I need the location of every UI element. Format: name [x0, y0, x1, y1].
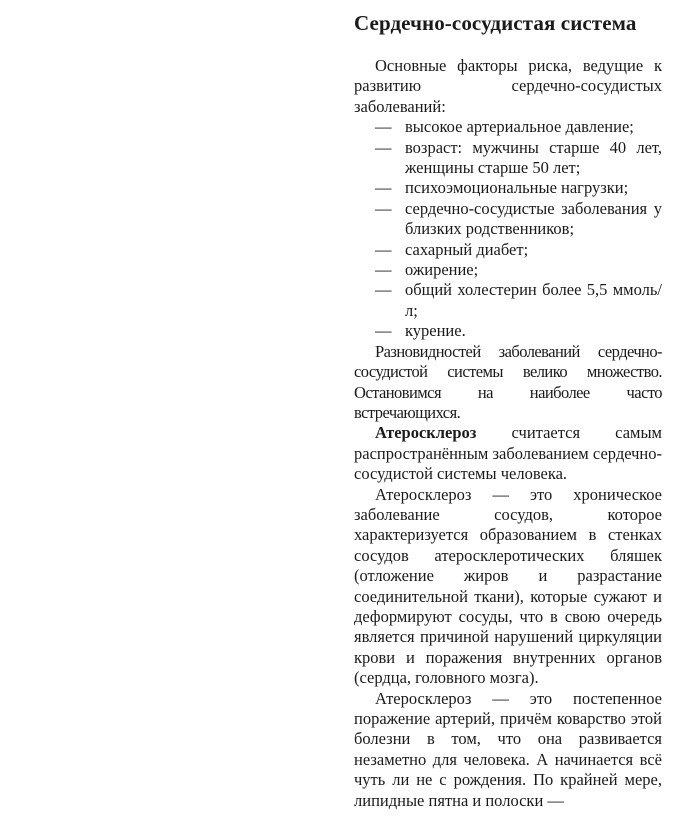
- gradual-damage-paragraph: Атеросклероз — это постепенное поражение артерий, причём коварство этой болезни в том, что она развивается незаметно для человека. А начинается всё чуть ли не с рождения. По крайней мере, липидные пятна и полоски —: [354, 688, 662, 810]
- list-item: — курение.: [375, 321, 466, 341]
- risk-factors-list: [354, 117, 662, 341]
- list-item: — сахарный диабет;: [375, 239, 529, 259]
- list-item: — ожирение;: [375, 260, 479, 280]
- atherosclerosis-term: Атеросклероз: [375, 423, 477, 443]
- section-title: Сердечно-сосудистая система: [354, 11, 637, 35]
- list-item: — возраст: мужчины старше 40 лет, женщины старше 50 лет;: [375, 137, 662, 178]
- list-item: — высокое артериальное давление;: [375, 117, 634, 137]
- list-item: — психоэмоциональные нагрузки;: [375, 178, 629, 198]
- varieties-paragraph: Разновидностей заболеваний сердечно-сосудистой системы велико множество. Остановимся на наиболее часто встречающихся.: [354, 341, 662, 422]
- intro-paragraph: Основные факторы риска, ведущие к развитию сердечно-сосудистых заболеваний:: [354, 56, 662, 116]
- list-item: — общий холестерин более 5,5 ммоль/л;: [375, 280, 662, 320]
- list-item: — сердечно-сосудистые заболевания у близких родственников;: [375, 198, 662, 239]
- document-page: [354, 10, 662, 811]
- common-disease-paragraph: Атеросклероз считается самым распространённым заболеванием сердечно-сосудистой системы человека.: [354, 423, 662, 484]
- definition-paragraph: Атеросклероз — это хроническое заболевание сосудов, которое характеризуется образованием в стенках сосудов атеросклеротических бляшек (отложение жиров и разрастание соединительной ткани), которые сужают и деформируют сосуды, что в свою очередь является причиной нарушений циркуляции крови и поражения внутренних органов (сердца, головного мозга).: [354, 484, 662, 688]
